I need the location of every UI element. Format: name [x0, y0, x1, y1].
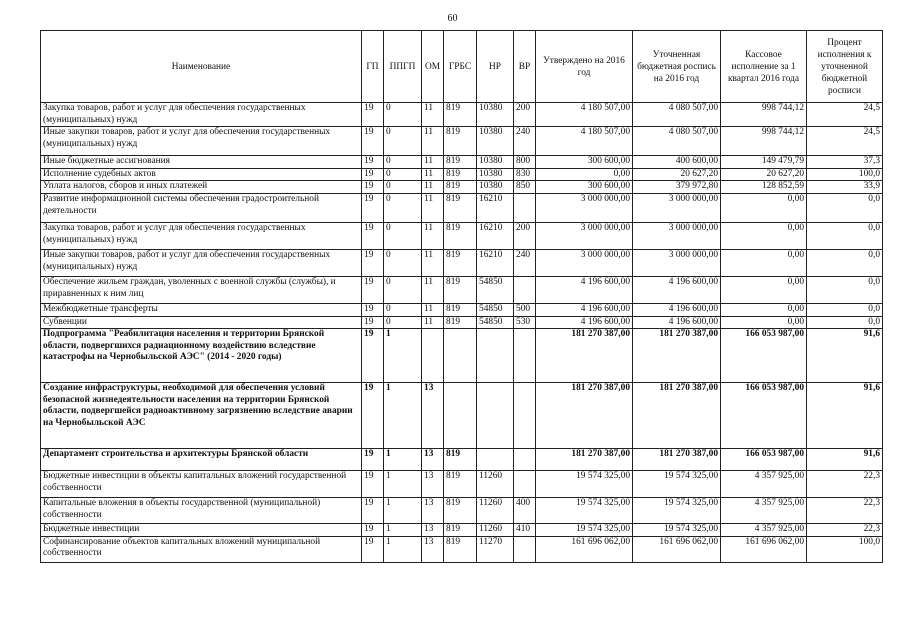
header-om: ОМ	[422, 31, 444, 103]
cell-gp: 19	[362, 316, 384, 329]
cell-approved: 181 270 387,00	[536, 449, 633, 471]
cell-gp: 19	[362, 156, 384, 169]
cell-refined: 400 600,00	[633, 156, 721, 169]
cell-approved: 4 180 507,00	[536, 127, 633, 156]
cell-om: 11	[422, 250, 444, 277]
cell-grbs: 819	[444, 103, 477, 127]
cell-om: 13	[422, 383, 444, 449]
cell-percent: 0,0	[807, 223, 883, 250]
cell-ppgp: 1	[384, 383, 422, 449]
cell-gp: 19	[362, 383, 384, 449]
cell-refined: 20 627,20	[633, 168, 721, 181]
table-row	[41, 103, 883, 127]
table-row	[41, 498, 883, 524]
cell-name: Иные бюджетные ассигнования	[41, 156, 362, 169]
cell-grbs: 819	[444, 498, 477, 524]
cell-nr: 10380	[477, 168, 514, 181]
cell-name: Капитальные вложения в объекты государственной (муниципальной) собственности	[41, 498, 362, 524]
cell-grbs: 819	[444, 471, 477, 498]
cell-vr	[514, 449, 536, 471]
cell-name: Иные закупки товаров, работ и услуг для обеспечения государственных (муниципальных) нужд	[41, 127, 362, 156]
cell-cash: 4 357 925,00	[721, 524, 807, 537]
cell-cash: 0,00	[721, 277, 807, 304]
cell-name: Создание инфраструктуры, необходимой для обеспечения условий безопасной жизнедеятельности населения на территории Брянской области, подвергшейся радиоактивному загрязнению вследствие аварии на Чернобыльской АЭС	[41, 383, 362, 449]
cell-percent: 0,0	[807, 194, 883, 223]
cell-percent: 0,0	[807, 277, 883, 304]
cell-nr: 54850	[477, 304, 514, 317]
header-vr: ВР	[514, 31, 536, 103]
cell-om: 13	[422, 449, 444, 471]
table-row	[41, 181, 883, 194]
cell-vr: 200	[514, 103, 536, 127]
cell-gp: 19	[362, 127, 384, 156]
cell-refined: 19 574 325,00	[633, 498, 721, 524]
cell-nr	[477, 329, 514, 383]
cell-grbs: 819	[444, 316, 477, 329]
table-row	[41, 449, 883, 471]
cell-vr: 400	[514, 498, 536, 524]
cell-refined: 181 270 387,00	[633, 449, 721, 471]
cell-cash: 20 627,20	[721, 168, 807, 181]
header-grbs: ГРБС	[444, 31, 477, 103]
cell-gp: 19	[362, 329, 384, 383]
cell-vr: 240	[514, 250, 536, 277]
cell-cash: 4 357 925,00	[721, 471, 807, 498]
cell-gp: 19	[362, 304, 384, 317]
header-approved: Утверждено на 2016 год	[536, 31, 633, 103]
cell-ppgp: 0	[384, 316, 422, 329]
cell-name: Субвенции	[41, 316, 362, 329]
cell-nr: 16210	[477, 194, 514, 223]
cell-ppgp: 0	[384, 304, 422, 317]
cell-om: 11	[422, 156, 444, 169]
cell-ppgp: 1	[384, 536, 422, 562]
cell-name: Закупка товаров, работ и услуг для обеспечения государственных (муниципальных) нужд	[41, 103, 362, 127]
cell-gp: 19	[362, 277, 384, 304]
cell-nr: 54850	[477, 277, 514, 304]
cell-gp: 19	[362, 250, 384, 277]
cell-percent: 91,6	[807, 329, 883, 383]
table-row	[41, 536, 883, 562]
cell-gp: 19	[362, 524, 384, 537]
cell-om: 13	[422, 536, 444, 562]
cell-approved: 3 000 000,00	[536, 194, 633, 223]
cell-refined: 181 270 387,00	[633, 383, 721, 449]
cell-om: 11	[422, 181, 444, 194]
cell-vr: 530	[514, 316, 536, 329]
cell-percent: 24,5	[807, 103, 883, 127]
header-name: Наименование	[41, 31, 362, 103]
cell-approved: 4 196 600,00	[536, 277, 633, 304]
cell-percent: 0,0	[807, 304, 883, 317]
cell-nr	[477, 383, 514, 449]
cell-cash: 0,00	[721, 304, 807, 317]
table-header-row	[41, 31, 883, 103]
cell-grbs: 819	[444, 250, 477, 277]
cell-om: 11	[422, 194, 444, 223]
cell-percent: 24,5	[807, 127, 883, 156]
cell-refined: 19 574 325,00	[633, 524, 721, 537]
cell-vr: 830	[514, 168, 536, 181]
cell-vr	[514, 329, 536, 383]
cell-vr: 410	[514, 524, 536, 537]
cell-name: Департамент строительства и архитектуры Брянской области	[41, 449, 362, 471]
cell-refined: 161 696 062,00	[633, 536, 721, 562]
cell-refined: 181 270 387,00	[633, 329, 721, 383]
cell-vr	[514, 194, 536, 223]
cell-om: 11	[422, 223, 444, 250]
header-cash: Кассовое исполнение за 1 квартал 2016 года	[721, 31, 807, 103]
cell-approved: 3 000 000,00	[536, 223, 633, 250]
cell-percent: 0,0	[807, 316, 883, 329]
cell-om: 11	[422, 127, 444, 156]
cell-approved: 19 574 325,00	[536, 498, 633, 524]
cell-percent: 22,3	[807, 524, 883, 537]
cell-approved: 19 574 325,00	[536, 471, 633, 498]
table-body	[41, 103, 883, 563]
cell-om: 11	[422, 277, 444, 304]
cell-grbs: 819	[444, 304, 477, 317]
table-row	[41, 524, 883, 537]
table-row	[41, 329, 883, 383]
cell-name: Подпрограмма "Реабилитация населения и территории Брянской области, подвергшихся радиационному воздействию вследствие катастрофы на Чернобыльской АЭС" (2014 - 2020 годы)	[41, 329, 362, 383]
cell-refined: 379 972,80	[633, 181, 721, 194]
table-row	[41, 168, 883, 181]
cell-cash: 128 852,59	[721, 181, 807, 194]
cell-name: Иные закупки товаров, работ и услуг для обеспечения государственных (муниципальных) нужд	[41, 250, 362, 277]
cell-cash: 0,00	[721, 223, 807, 250]
cell-ppgp: 0	[384, 168, 422, 181]
cell-om: 11	[422, 168, 444, 181]
cell-nr: 10380	[477, 127, 514, 156]
cell-om: 13	[422, 471, 444, 498]
cell-grbs: 819	[444, 223, 477, 250]
cell-name: Уплата налогов, сборов и иных платежей	[41, 181, 362, 194]
table-row	[41, 223, 883, 250]
cell-ppgp: 1	[384, 498, 422, 524]
table-row	[41, 250, 883, 277]
cell-grbs: 819	[444, 277, 477, 304]
cell-refined: 3 000 000,00	[633, 194, 721, 223]
cell-name: Развитие информационной системы обеспечения градостроительной деятельности	[41, 194, 362, 223]
budget-table	[40, 30, 883, 563]
cell-vr: 240	[514, 127, 536, 156]
cell-nr: 10380	[477, 181, 514, 194]
cell-percent: 33,9	[807, 181, 883, 194]
cell-cash: 166 053 987,00	[721, 383, 807, 449]
header-ppgp: ППГП	[384, 31, 422, 103]
cell-grbs: 819	[444, 194, 477, 223]
cell-ppgp: 1	[384, 449, 422, 471]
cell-grbs: 819	[444, 536, 477, 562]
header-refined: Уточненная бюджетная роспись на 2016 год	[633, 31, 721, 103]
cell-percent: 100,0	[807, 536, 883, 562]
cell-refined: 3 000 000,00	[633, 223, 721, 250]
cell-name: Софинансирование объектов капитальных вложений муниципальной собственности	[41, 536, 362, 562]
cell-vr: 200	[514, 223, 536, 250]
cell-grbs: 819	[444, 181, 477, 194]
cell-om: 11	[422, 316, 444, 329]
cell-nr: 10380	[477, 156, 514, 169]
cell-percent: 37,3	[807, 156, 883, 169]
cell-cash: 0,00	[721, 316, 807, 329]
cell-nr	[477, 449, 514, 471]
cell-grbs: 819	[444, 449, 477, 471]
cell-approved: 181 270 387,00	[536, 383, 633, 449]
cell-grbs: 819	[444, 524, 477, 537]
cell-approved: 0,00	[536, 168, 633, 181]
cell-nr: 16210	[477, 250, 514, 277]
table-row	[41, 127, 883, 156]
cell-approved: 300 600,00	[536, 156, 633, 169]
cell-vr: 500	[514, 304, 536, 317]
cell-percent: 22,3	[807, 498, 883, 524]
cell-om: 11	[422, 304, 444, 317]
cell-gp: 19	[362, 168, 384, 181]
cell-refined: 4 080 507,00	[633, 127, 721, 156]
cell-cash: 998 744,12	[721, 103, 807, 127]
cell-nr: 11260	[477, 498, 514, 524]
cell-percent: 100,0	[807, 168, 883, 181]
cell-cash: 161 696 062,00	[721, 536, 807, 562]
cell-vr: 850	[514, 181, 536, 194]
cell-name: Обеспечение жильем граждан, уволенных с военной службы (службы), и приравненных к ним лиц	[41, 277, 362, 304]
cell-vr	[514, 277, 536, 304]
cell-percent: 22,3	[807, 471, 883, 498]
table-row	[41, 194, 883, 223]
cell-gp: 19	[362, 223, 384, 250]
cell-refined: 4 196 600,00	[633, 304, 721, 317]
cell-name: Бюджетные инвестиции	[41, 524, 362, 537]
cell-om: 11	[422, 103, 444, 127]
cell-refined: 4 196 600,00	[633, 277, 721, 304]
cell-name: Бюджетные инвестиции в объекты капитальных вложений государственной собственности	[41, 471, 362, 498]
cell-refined: 4 196 600,00	[633, 316, 721, 329]
cell-nr: 11260	[477, 524, 514, 537]
cell-ppgp: 0	[384, 223, 422, 250]
cell-cash: 998 744,12	[721, 127, 807, 156]
cell-om: 13	[422, 498, 444, 524]
cell-ppgp: 0	[384, 194, 422, 223]
cell-om	[422, 329, 444, 383]
cell-refined: 4 080 507,00	[633, 103, 721, 127]
cell-approved: 4 196 600,00	[536, 304, 633, 317]
cell-refined: 19 574 325,00	[633, 471, 721, 498]
cell-ppgp: 0	[384, 277, 422, 304]
cell-ppgp: 0	[384, 156, 422, 169]
cell-ppgp: 1	[384, 329, 422, 383]
cell-vr: 800	[514, 156, 536, 169]
cell-gp: 19	[362, 536, 384, 562]
cell-ppgp: 1	[384, 524, 422, 537]
cell-gp: 19	[362, 194, 384, 223]
cell-ppgp: 0	[384, 127, 422, 156]
cell-cash: 0,00	[721, 250, 807, 277]
table-row	[41, 383, 883, 449]
cell-grbs: 819	[444, 127, 477, 156]
cell-nr: 11270	[477, 536, 514, 562]
cell-approved: 19 574 325,00	[536, 524, 633, 537]
cell-cash: 0,00	[721, 194, 807, 223]
cell-gp: 19	[362, 181, 384, 194]
page-number: 60	[447, 13, 458, 24]
cell-gp: 19	[362, 471, 384, 498]
cell-ppgp: 0	[384, 250, 422, 277]
cell-vr	[514, 471, 536, 498]
cell-gp: 19	[362, 498, 384, 524]
table-row	[41, 316, 883, 329]
cell-vr	[514, 536, 536, 562]
cell-name: Закупка товаров, работ и услуг для обеспечения государственных (муниципальных) нужд	[41, 223, 362, 250]
cell-grbs: 819	[444, 156, 477, 169]
cell-nr: 10380	[477, 103, 514, 127]
cell-nr: 11260	[477, 471, 514, 498]
cell-approved: 300 600,00	[536, 181, 633, 194]
cell-nr: 16210	[477, 223, 514, 250]
cell-vr	[514, 383, 536, 449]
cell-ppgp: 0	[384, 181, 422, 194]
cell-cash: 166 053 987,00	[721, 329, 807, 383]
cell-cash: 149 479,79	[721, 156, 807, 169]
cell-gp: 19	[362, 103, 384, 127]
cell-cash: 166 053 987,00	[721, 449, 807, 471]
cell-refined: 3 000 000,00	[633, 250, 721, 277]
cell-name: Исполнение судебных актов	[41, 168, 362, 181]
cell-approved: 4 180 507,00	[536, 103, 633, 127]
cell-name: Межбюджетные трансферты	[41, 304, 362, 317]
cell-percent: 0,0	[807, 250, 883, 277]
table-row	[41, 277, 883, 304]
cell-om: 13	[422, 524, 444, 537]
cell-ppgp: 0	[384, 103, 422, 127]
cell-grbs: 819	[444, 168, 477, 181]
cell-grbs	[444, 329, 477, 383]
cell-grbs	[444, 383, 477, 449]
header-gp: ГП	[362, 31, 384, 103]
cell-gp: 19	[362, 449, 384, 471]
cell-ppgp: 1	[384, 471, 422, 498]
cell-approved: 161 696 062,00	[536, 536, 633, 562]
cell-cash: 4 357 925,00	[721, 498, 807, 524]
table-row	[41, 471, 883, 498]
table-row	[41, 156, 883, 169]
table-row	[41, 304, 883, 317]
cell-percent: 91,6	[807, 449, 883, 471]
cell-nr: 54850	[477, 316, 514, 329]
header-nr: НР	[477, 31, 514, 103]
cell-approved: 181 270 387,00	[536, 329, 633, 383]
cell-approved: 3 000 000,00	[536, 250, 633, 277]
header-percent: Процент исполнения к уточненной бюджетной росписи	[807, 31, 883, 103]
cell-percent: 91,6	[807, 383, 883, 449]
cell-approved: 4 196 600,00	[536, 316, 633, 329]
